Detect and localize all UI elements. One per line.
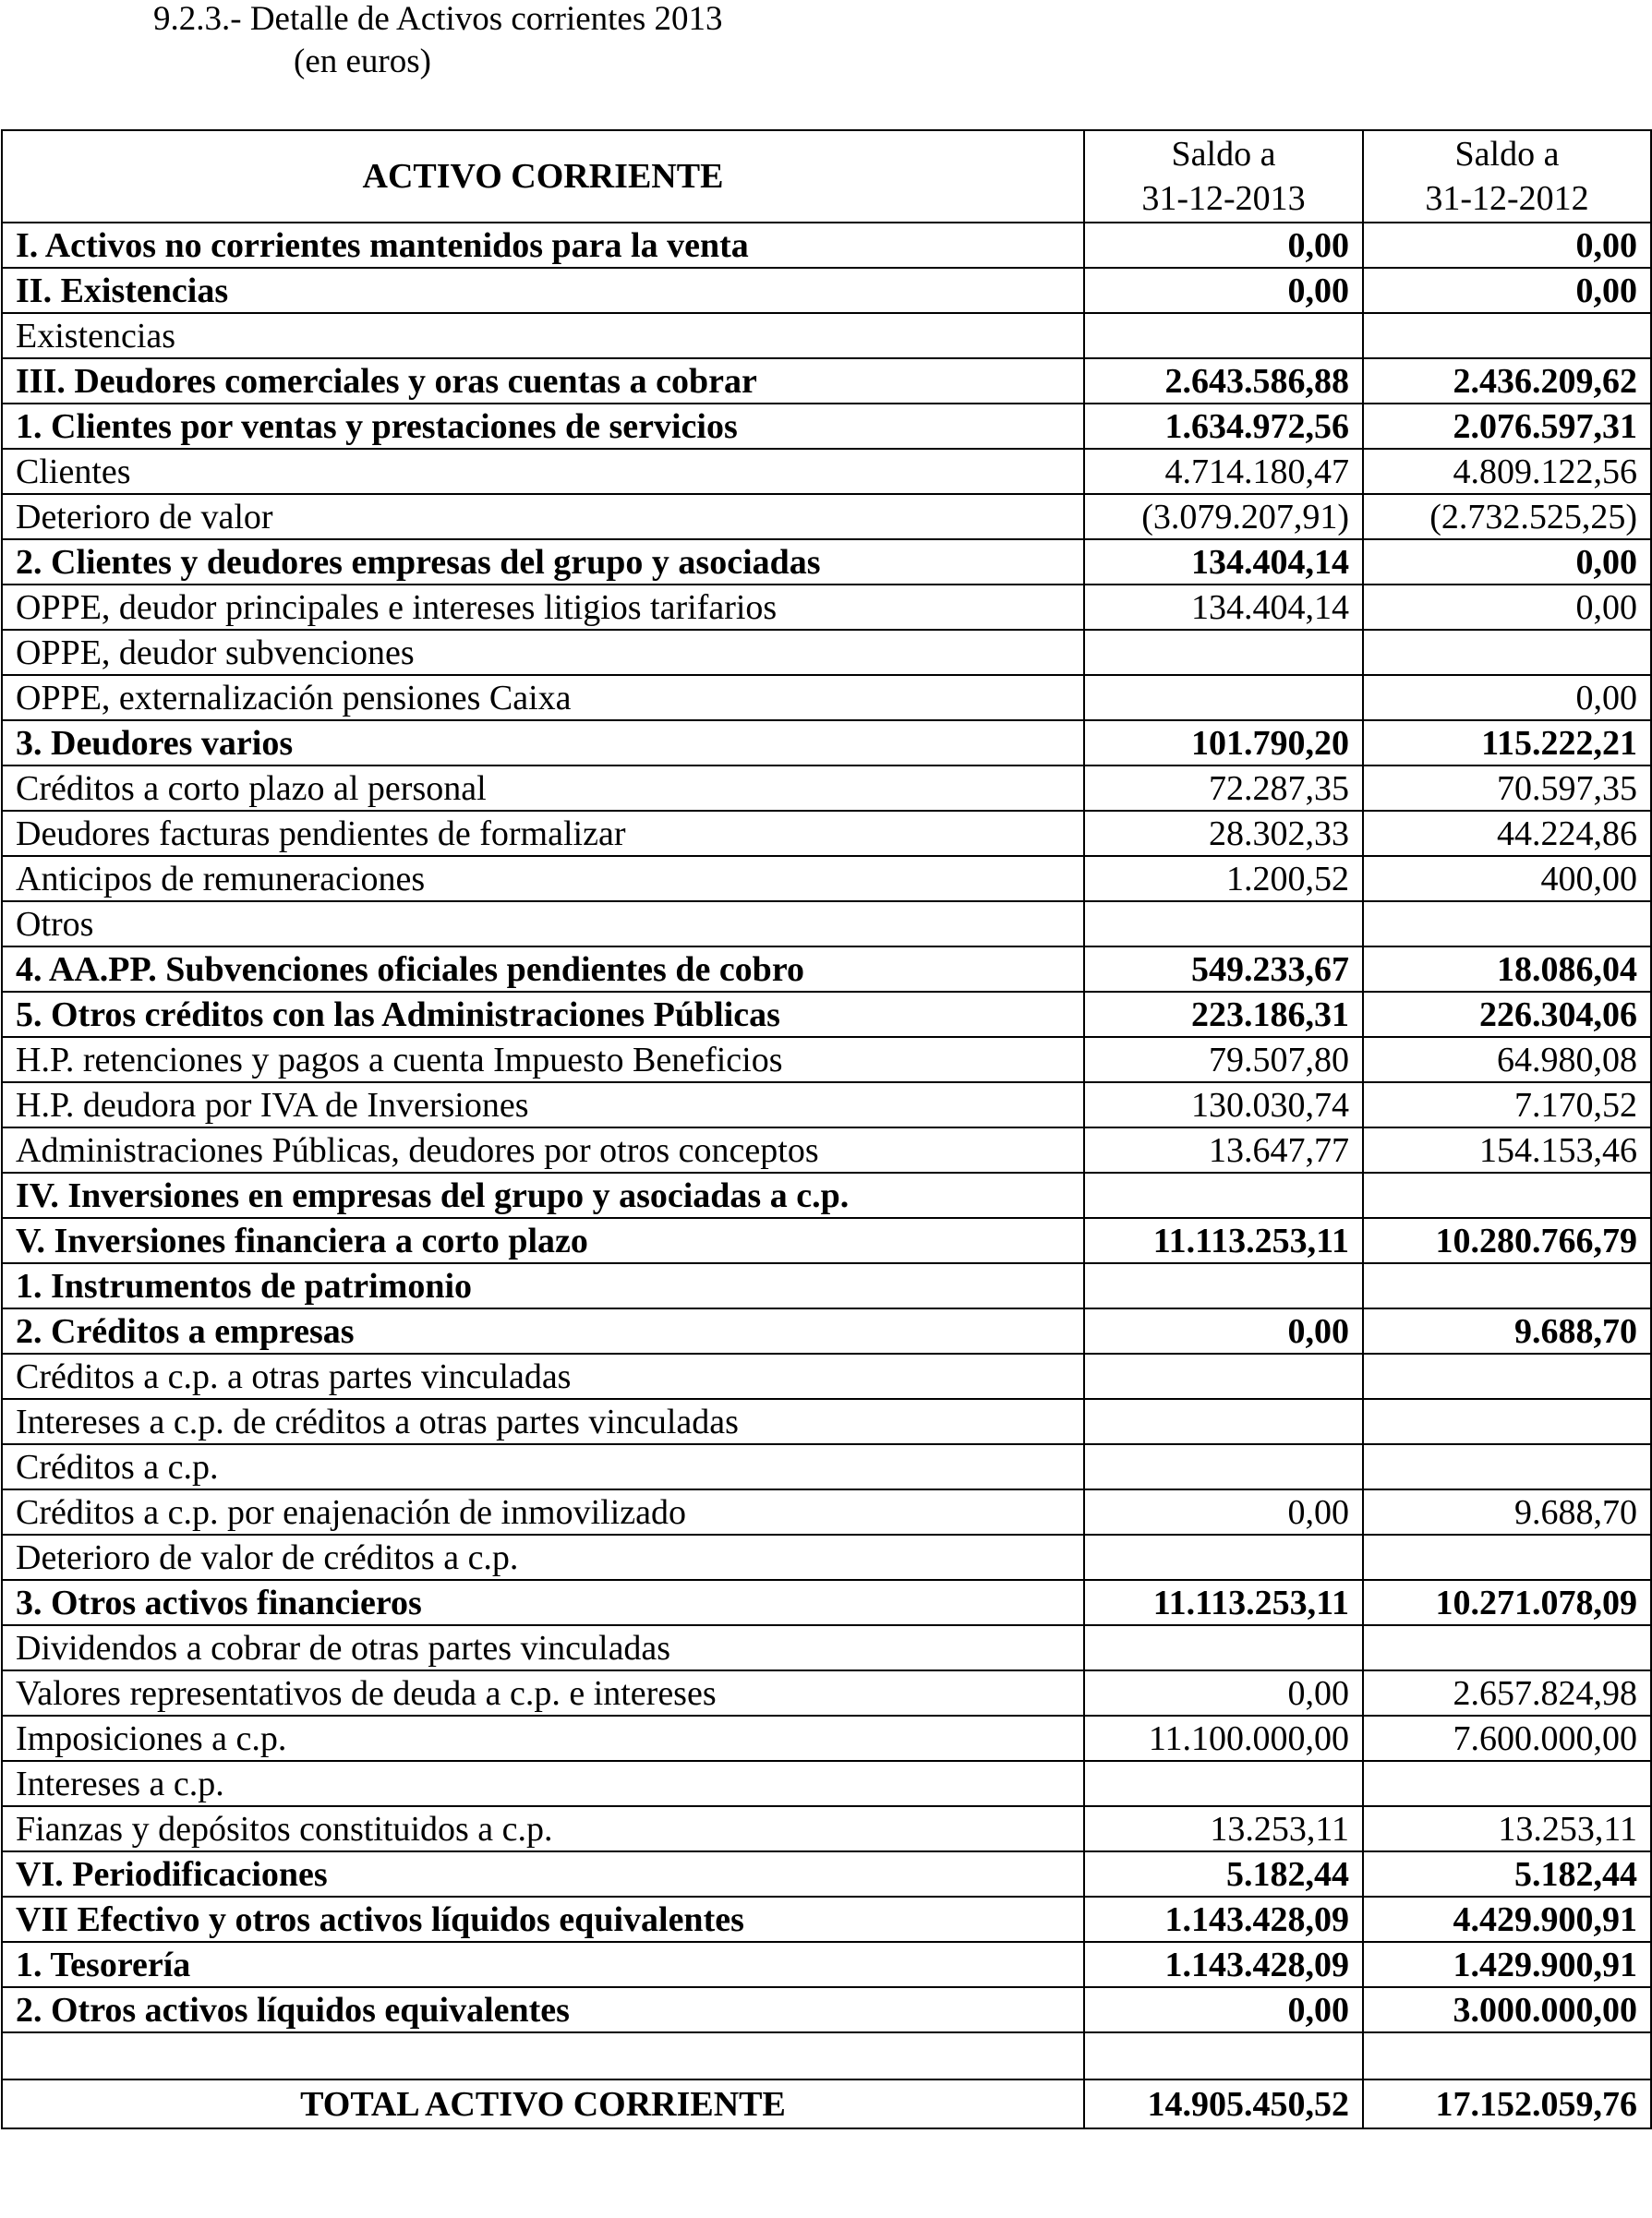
row-label: 2. Otros activos líquidos equivalentes — [2, 1987, 1084, 2032]
value-2012: 10.271.078,09 — [1363, 1580, 1651, 1625]
table-row — [2, 1399, 1651, 1444]
table-row — [2, 901, 1651, 946]
value-2013: 1.143.428,09 — [1084, 1897, 1363, 1942]
value-2013: 11.113.253,11 — [1084, 1580, 1363, 1625]
document-subtitle: (en euros) — [294, 42, 431, 80]
table-row — [2, 1263, 1651, 1308]
row-label: Administraciones Públicas, deudores por otros conceptos — [2, 1127, 1084, 1173]
table-row — [2, 404, 1651, 449]
value-2012: 1.429.900,91 — [1363, 1942, 1651, 1987]
table-row — [2, 1942, 1651, 1987]
value-2013 — [1084, 675, 1363, 720]
table-row — [2, 223, 1651, 268]
header-saldo-2013-line1: Saldo a — [1171, 135, 1276, 174]
value-2013: 72.287,35 — [1084, 765, 1363, 811]
blank-row — [2, 2032, 1651, 2079]
value-2012: 7.600.000,00 — [1363, 1716, 1651, 1761]
row-label: H.P. deudora por IVA de Inversiones — [2, 1082, 1084, 1127]
table-row — [2, 811, 1651, 856]
header-saldo-2012-line2: 31-12-2012 — [1425, 179, 1589, 218]
value-2013: 0,00 — [1084, 1489, 1363, 1535]
value-2013 — [1084, 1625, 1363, 1670]
row-label: 2. Clientes y deudores empresas del grupo y asociadas — [2, 539, 1084, 585]
value-2013: 549.233,67 — [1084, 946, 1363, 992]
table-row — [2, 856, 1651, 901]
row-label: Otros — [2, 901, 1084, 946]
row-label: Anticipos de remuneraciones — [2, 856, 1084, 901]
document-title: 9.2.3.- Detalle de Activos corrientes 2013 — [153, 0, 723, 38]
table-row — [2, 946, 1651, 992]
value-2012: 7.170,52 — [1363, 1082, 1651, 1127]
row-label: 2. Créditos a empresas — [2, 1308, 1084, 1354]
table-row — [2, 1625, 1651, 1670]
row-label: 5. Otros créditos con las Administraciones Públicas — [2, 992, 1084, 1037]
table-row — [2, 1535, 1651, 1580]
row-label: III. Deudores comerciales y oras cuentas a cobrar — [2, 358, 1084, 404]
table-row — [2, 720, 1651, 765]
value-2013: 13.647,77 — [1084, 1127, 1363, 1173]
table-row — [2, 1670, 1651, 1716]
header-saldo-2013-line2: 31-12-2013 — [1141, 179, 1306, 218]
value-2012 — [1363, 1761, 1651, 1806]
row-label: 1. Instrumentos de patrimonio — [2, 1263, 1084, 1308]
value-2013: 0,00 — [1084, 268, 1363, 313]
row-label: Créditos a c.p. por enajenación de inmovilizado — [2, 1489, 1084, 1535]
row-label: Créditos a c.p. a otras partes vinculadas — [2, 1354, 1084, 1399]
table-row — [2, 585, 1651, 630]
value-2012 — [1363, 1354, 1651, 1399]
value-2012: 0,00 — [1363, 268, 1651, 313]
row-label: Intereses a c.p. de créditos a otras partes vinculadas — [2, 1399, 1084, 1444]
table-row — [2, 313, 1651, 358]
total-value-2012: 17.152.059,76 — [1363, 2079, 1651, 2128]
value-2013: 4.714.180,47 — [1084, 449, 1363, 494]
table-row — [2, 539, 1651, 585]
value-2013: 11.100.000,00 — [1084, 1716, 1363, 1761]
value-2012: 70.597,35 — [1363, 765, 1651, 811]
value-2012: 226.304,06 — [1363, 992, 1651, 1037]
value-2013 — [1084, 313, 1363, 358]
value-2012 — [1363, 1535, 1651, 1580]
value-2013: 0,00 — [1084, 223, 1363, 268]
value-2013: 1.143.428,09 — [1084, 1942, 1363, 1987]
row-label: Créditos a corto plazo al personal — [2, 765, 1084, 811]
row-label: Valores representativos de deuda a c.p. e intereses — [2, 1670, 1084, 1716]
row-label: VII Efectivo y otros activos líquidos equivalentes — [2, 1897, 1084, 1942]
table-row — [2, 1489, 1651, 1535]
value-2012: 18.086,04 — [1363, 946, 1651, 992]
row-label: 3. Otros activos financieros — [2, 1580, 1084, 1625]
row-label: Deudores facturas pendientes de formalizar — [2, 811, 1084, 856]
row-label: V. Inversiones financiera a corto plazo — [2, 1218, 1084, 1263]
value-2012: 154.153,46 — [1363, 1127, 1651, 1173]
value-2012: 115.222,21 — [1363, 720, 1651, 765]
value-2012: 9.688,70 — [1363, 1489, 1651, 1535]
table-row — [2, 1127, 1651, 1173]
table-row — [2, 1806, 1651, 1851]
row-label: I. Activos no corrientes mantenidos para la venta — [2, 223, 1084, 268]
value-2012 — [1363, 1625, 1651, 1670]
current-assets-table — [1, 129, 1652, 2129]
value-2013: 0,00 — [1084, 1308, 1363, 1354]
table-row — [2, 675, 1651, 720]
value-2012: 10.280.766,79 — [1363, 1218, 1651, 1263]
value-2012: 44.224,86 — [1363, 811, 1651, 856]
value-2012: 3.000.000,00 — [1363, 1987, 1651, 2032]
table-row — [2, 1444, 1651, 1489]
header-saldo-2013 — [1084, 130, 1363, 223]
value-2013: 5.182,44 — [1084, 1851, 1363, 1897]
value-2013 — [1084, 901, 1363, 946]
table-row — [2, 1354, 1651, 1399]
table-row — [2, 1218, 1651, 1263]
total-row — [2, 2079, 1651, 2128]
row-label: Deterioro de valor — [2, 494, 1084, 539]
blank-cell — [1363, 2032, 1651, 2079]
value-2013 — [1084, 1263, 1363, 1308]
value-2013 — [1084, 1444, 1363, 1489]
blank-cell — [1084, 2032, 1363, 2079]
value-2013: (3.079.207,91) — [1084, 494, 1363, 539]
row-label: OPPE, externalización pensiones Caixa — [2, 675, 1084, 720]
row-label: Fianzas y depósitos constituidos a c.p. — [2, 1806, 1084, 1851]
value-2012 — [1363, 1263, 1651, 1308]
row-label: VI. Periodificaciones — [2, 1851, 1084, 1897]
value-2012: 400,00 — [1363, 856, 1651, 901]
value-2013: 2.643.586,88 — [1084, 358, 1363, 404]
table-row — [2, 1037, 1651, 1082]
value-2012 — [1363, 901, 1651, 946]
value-2012: 64.980,08 — [1363, 1037, 1651, 1082]
value-2012: 0,00 — [1363, 223, 1651, 268]
table-row — [2, 1580, 1651, 1625]
header-saldo-2012 — [1363, 130, 1651, 223]
value-2013: 223.186,31 — [1084, 992, 1363, 1037]
value-2012: 0,00 — [1363, 675, 1651, 720]
value-2012: 13.253,11 — [1363, 1806, 1651, 1851]
value-2012 — [1363, 1444, 1651, 1489]
table-row — [2, 1173, 1651, 1218]
value-2013: 101.790,20 — [1084, 720, 1363, 765]
value-2012 — [1363, 1399, 1651, 1444]
value-2012: 5.182,44 — [1363, 1851, 1651, 1897]
value-2012: 9.688,70 — [1363, 1308, 1651, 1354]
value-2013: 0,00 — [1084, 1670, 1363, 1716]
row-label: 1. Clientes por ventas y prestaciones de servicios — [2, 404, 1084, 449]
table-row — [2, 1851, 1651, 1897]
value-2013: 134.404,14 — [1084, 539, 1363, 585]
value-2012 — [1363, 630, 1651, 675]
header-activo-corriente: ACTIVO CORRIENTE — [2, 130, 1084, 223]
table-header-row — [2, 130, 1651, 223]
row-label: Imposiciones a c.p. — [2, 1716, 1084, 1761]
value-2013: 1.634.972,56 — [1084, 404, 1363, 449]
value-2012: 2.657.824,98 — [1363, 1670, 1651, 1716]
value-2013: 130.030,74 — [1084, 1082, 1363, 1127]
value-2012: 4.429.900,91 — [1363, 1897, 1651, 1942]
table-row — [2, 268, 1651, 313]
row-label: Créditos a c.p. — [2, 1444, 1084, 1489]
value-2012: 2.436.209,62 — [1363, 358, 1651, 404]
value-2013: 1.200,52 — [1084, 856, 1363, 901]
value-2013: 11.113.253,11 — [1084, 1218, 1363, 1263]
row-label: Existencias — [2, 313, 1084, 358]
value-2012: 2.076.597,31 — [1363, 404, 1651, 449]
row-label: H.P. retenciones y pagos a cuenta Impuesto Beneficios — [2, 1037, 1084, 1082]
row-label: Clientes — [2, 449, 1084, 494]
table-row — [2, 1082, 1651, 1127]
value-2012: (2.732.525,25) — [1363, 494, 1651, 539]
row-label: OPPE, deudor subvenciones — [2, 630, 1084, 675]
table-row — [2, 1897, 1651, 1942]
value-2012 — [1363, 313, 1651, 358]
row-label: 4. AA.PP. Subvenciones oficiales pendientes de cobro — [2, 946, 1084, 992]
value-2013 — [1084, 1761, 1363, 1806]
value-2012: 0,00 — [1363, 539, 1651, 585]
row-label: Dividendos a cobrar de otras partes vinculadas — [2, 1625, 1084, 1670]
value-2013 — [1084, 1354, 1363, 1399]
row-label: IV. Inversiones en empresas del grupo y asociadas a c.p. — [2, 1173, 1084, 1218]
total-value-2013: 14.905.450,52 — [1084, 2079, 1363, 2128]
row-label: Intereses a c.p. — [2, 1761, 1084, 1806]
value-2013 — [1084, 1535, 1363, 1580]
value-2013: 13.253,11 — [1084, 1806, 1363, 1851]
total-label: TOTAL ACTIVO CORRIENTE — [2, 2079, 1084, 2128]
row-label: II. Existencias — [2, 268, 1084, 313]
value-2013 — [1084, 1173, 1363, 1218]
row-label: 3. Deudores varios — [2, 720, 1084, 765]
table-row — [2, 1987, 1651, 2032]
table-row — [2, 358, 1651, 404]
value-2013: 28.302,33 — [1084, 811, 1363, 856]
blank-cell — [2, 2032, 1084, 2079]
row-label: OPPE, deudor principales e intereses litigios tarifarios — [2, 585, 1084, 630]
row-label: Deterioro de valor de créditos a c.p. — [2, 1535, 1084, 1580]
header-saldo-2012-line1: Saldo a — [1454, 135, 1560, 174]
row-label: 1. Tesorería — [2, 1942, 1084, 1987]
table-row — [2, 494, 1651, 539]
table-row — [2, 1761, 1651, 1806]
table-row — [2, 1716, 1651, 1761]
value-2012: 4.809.122,56 — [1363, 449, 1651, 494]
value-2013 — [1084, 1399, 1363, 1444]
table-row — [2, 992, 1651, 1037]
value-2013: 79.507,80 — [1084, 1037, 1363, 1082]
table-row — [2, 630, 1651, 675]
value-2012: 0,00 — [1363, 585, 1651, 630]
table-row — [2, 1308, 1651, 1354]
value-2012 — [1363, 1173, 1651, 1218]
table-row — [2, 449, 1651, 494]
table-row — [2, 765, 1651, 811]
value-2013: 0,00 — [1084, 1987, 1363, 2032]
value-2013: 134.404,14 — [1084, 585, 1363, 630]
value-2013 — [1084, 630, 1363, 675]
